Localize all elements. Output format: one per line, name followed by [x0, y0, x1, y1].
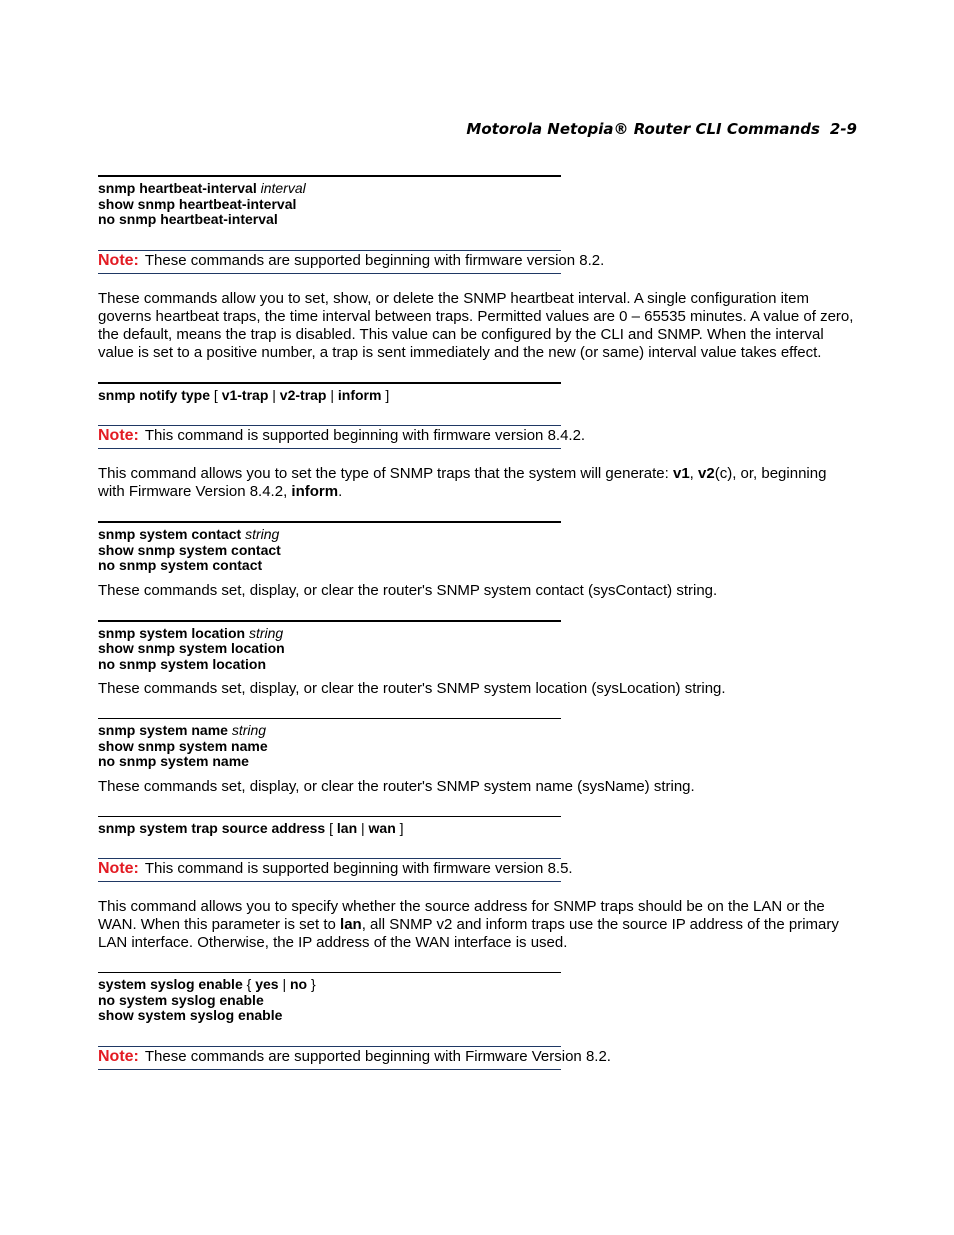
page-content — [98, 175, 854, 1086]
cmd-line: no snmp system contact — [98, 557, 263, 573]
desc-heartbeat: These commands allow you to set, show, or delete the SNMP heartbeat interval. A single configuration item governs heartbeat traps, the time interval between traps. Permitted values are 0 – 65535 minutes. A value of zero, the default, means the trap is disabled. This value can be configured by the CLI and SNMP. When the interval value is set to a positive number, a trap is sent immediately and the new (or same) interval value takes effect. — [98, 289, 854, 361]
note-trapsrc — [98, 858, 573, 882]
cmd-line: snmp system trap source address [ lan | wan ] — [98, 819, 404, 836]
running-header — [466, 120, 857, 138]
cmd-line: no snmp system location — [98, 655, 267, 672]
cmd-line: show snmp heartbeat-interval — [98, 195, 297, 212]
cmd-line: snmp notify type [ v1-trap | v2-trap | inform ] — [98, 386, 390, 403]
page-number: 2-9 — [829, 120, 857, 138]
cmd-block-location — [98, 620, 561, 673]
desc-notify: This command allows you to set the type of SNMP traps that the system will generate: v1, v2(c), or, beginning with Firmware Version 8.4.2, inform. — [98, 465, 827, 500]
note-syslog — [98, 1046, 611, 1070]
cmd-line: snmp system name string — [98, 722, 267, 738]
cmd-line: snmp heartbeat-interval interval — [98, 180, 306, 196]
cmd-line: no system syslog enable — [98, 991, 264, 1008]
note-notify — [98, 425, 586, 449]
cmd-block-trapsrc — [98, 816, 561, 837]
cmd-line: no snmp system name — [98, 753, 249, 769]
cmd-line: show system syslog enable — [98, 1007, 283, 1023]
note-label: Note: — [98, 427, 139, 444]
note-text: This command is supported beginning with firmware version 8.4.2. — [144, 427, 586, 444]
cmd-line: system syslog enable { yes | no } — [98, 976, 316, 992]
header-title: Motorola Netopia® Router CLI Commands — [466, 120, 820, 138]
cmd-line: snmp system location string — [98, 624, 284, 641]
cmd-block-contact — [98, 521, 561, 574]
desc-name: These commands set, display, or clear the router's SNMP system name (sysName) string. — [98, 777, 695, 795]
desc-contact: These commands set, display, or clear the router's SNMP system contact (sysContact) string. — [98, 581, 718, 599]
note-heartbeat — [98, 250, 605, 274]
cmd-line: show snmp system name — [98, 737, 268, 754]
cmd-block-syslog — [98, 972, 561, 1024]
cmd-line: no snmp heartbeat-interval — [98, 211, 278, 227]
cmd-block-heartbeat — [98, 175, 561, 228]
note-label: Note: — [98, 1047, 139, 1065]
note-text: This command is supported beginning with firmware version 8.5. — [144, 860, 573, 877]
note-label: Note: — [98, 251, 139, 269]
note-text: These commands are supported beginning with Firmware Version 8.2. — [144, 1047, 611, 1065]
cmd-block-name — [98, 718, 561, 770]
cmd-line: snmp system contact string — [98, 526, 280, 542]
desc-trapsrc: This command allows you to specify whether the source address for SNMP traps should be on the LAN or the WAN. When this parameter is set to lan, all SNMP v2 and inform traps use the source IP address of the primary LAN interface. Otherwise, the IP address of the WAN interface is used. — [98, 898, 839, 951]
note-label: Note: — [98, 860, 139, 877]
desc-location: These commands set, display, or clear the router's SNMP system location (sysLocation) string. — [98, 680, 726, 697]
note-text: These commands are supported beginning with firmware version 8.2. — [144, 251, 605, 269]
cmd-line: show snmp system contact — [98, 541, 281, 558]
cmd-line: show snmp system location — [98, 640, 285, 656]
cmd-block-notify — [98, 382, 561, 404]
